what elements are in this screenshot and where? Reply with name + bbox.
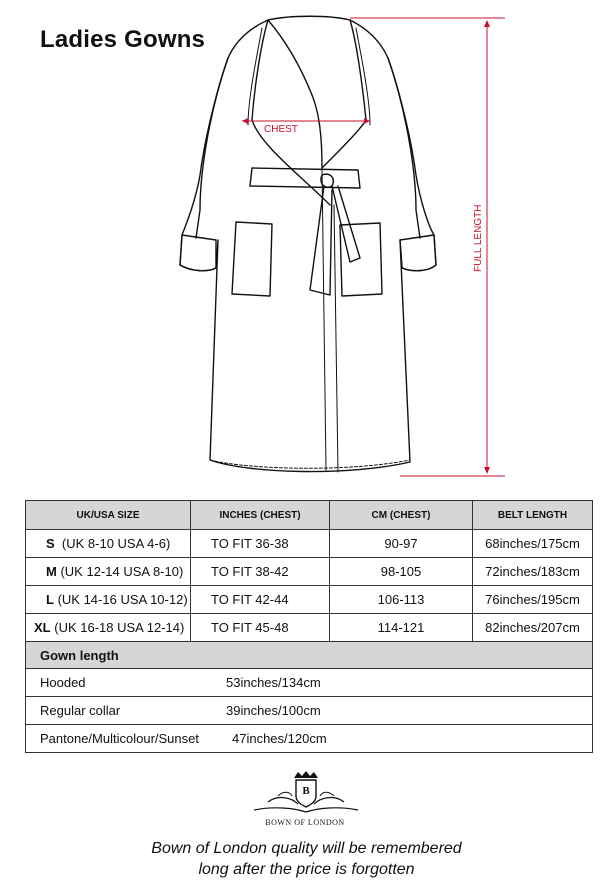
size-range: (UK 8-10 USA 4-6) <box>61 536 171 551</box>
belt-length: 68inches/175cm <box>473 530 593 558</box>
list-item <box>26 697 593 725</box>
list-item <box>26 725 593 753</box>
gown-length-value: 53inches/134cm <box>226 675 321 690</box>
size-range: (UK 14-16 USA 10-12) <box>57 592 188 607</box>
header-size: UK/USA SIZE <box>26 501 191 530</box>
size-table-header-row <box>26 501 593 530</box>
header-cm: CM (CHEST) <box>330 501 473 530</box>
gown-length-value: 47inches/120cm <box>232 731 327 746</box>
right-pocket <box>340 223 382 296</box>
logo-letter: B <box>302 785 310 797</box>
robe-collar <box>252 20 366 205</box>
list-item <box>26 669 593 697</box>
size-code: M <box>46 564 57 579</box>
belt <box>250 168 360 188</box>
size-table <box>25 500 593 642</box>
gown-length-value: 39inches/100cm <box>226 703 321 718</box>
brand-name: BOWN OF LONDON <box>265 818 345 827</box>
chest-inches: TO FIT 38-42 <box>191 558 330 586</box>
size-code: S <box>46 536 55 551</box>
table-row <box>26 614 593 642</box>
tagline-line-2: long after the price is forgotten <box>198 861 415 878</box>
size-range: (UK 16-18 USA 12-14) <box>54 620 185 635</box>
belt-length: 82inches/207cm <box>473 614 593 642</box>
table-row <box>26 586 593 614</box>
size-code: XL <box>34 620 51 635</box>
table-row <box>26 530 593 558</box>
gown-length-header-row <box>26 642 593 669</box>
left-pocket <box>232 222 272 296</box>
gown-type: Regular collar <box>40 703 121 718</box>
belt-length: 76inches/195cm <box>473 586 593 614</box>
chest-inches: TO FIT 42-44 <box>191 586 330 614</box>
chest-inches: TO FIT 36-38 <box>191 530 330 558</box>
tagline-line-1: Bown of London quality will be remembered <box>151 840 462 857</box>
size-code: L <box>46 592 54 607</box>
brand-logo <box>248 770 364 818</box>
page-title: Ladies Gowns <box>40 26 206 53</box>
header-inches: INCHES (CHEST) <box>191 501 330 530</box>
size-range: (UK 12-14 USA 8-10) <box>60 564 184 579</box>
chest-cm: 98-105 <box>330 558 473 586</box>
left-cuff <box>180 235 216 271</box>
chest-label: CHEST <box>264 124 298 135</box>
gown-length-table <box>25 641 593 753</box>
gown-type: Pantone/Multicolour/Sunset <box>40 731 199 746</box>
header-belt: BELT LENGTH <box>473 501 593 530</box>
belt-length: 72inches/183cm <box>473 558 593 586</box>
gown-type: Hooded <box>40 675 86 690</box>
chest-inches: TO FIT 45-48 <box>191 614 330 642</box>
brand-tagline <box>0 838 613 880</box>
full-length-label: FULL LENGTH <box>473 204 484 272</box>
right-cuff <box>400 235 436 271</box>
chest-cm: 106-113 <box>330 586 473 614</box>
chest-cm: 114-121 <box>330 614 473 642</box>
chest-cm: 90-97 <box>330 530 473 558</box>
table-row <box>26 558 593 586</box>
gown-length-heading: Gown length <box>26 642 593 669</box>
